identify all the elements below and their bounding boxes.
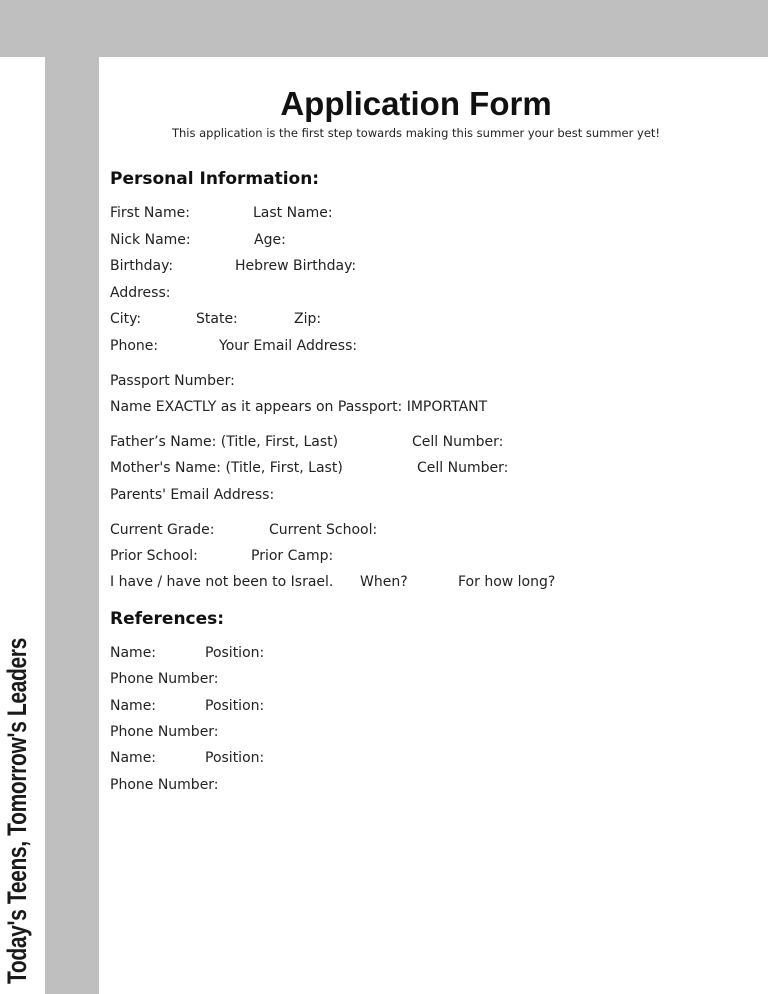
references-heading: References: <box>110 609 225 629</box>
reference-3-position-label: Position: <box>205 750 265 766</box>
city-label: City: <box>110 311 142 327</box>
personal-info-heading: Personal Information: <box>110 169 320 189</box>
nick-name-label: Nick Name: <box>110 232 191 248</box>
reference-2-name-label: Name: <box>110 698 157 714</box>
reference-1-name-label: Name: <box>110 645 157 661</box>
reference-1-phone-label: Phone Number: <box>110 671 219 687</box>
document-page <box>99 57 768 994</box>
reference-1-position-label: Position: <box>205 645 265 661</box>
parents-email-label: Parents' Email Address: <box>110 487 275 503</box>
birthday-label: Birthday: <box>110 258 174 274</box>
reference-2-position-label: Position: <box>205 698 265 714</box>
email-label: Your Email Address: <box>219 338 358 354</box>
mother-cell-label: Cell Number: <box>417 460 509 476</box>
prior-camp-label: Prior Camp: <box>251 548 334 564</box>
father-cell-label: Cell Number: <box>412 434 504 450</box>
when-label: When? <box>360 574 408 590</box>
father-name-label: Father’s Name: (Title, First, Last) <box>110 434 339 450</box>
zip-label: Zip: <box>294 311 322 327</box>
hebrew-birthday-label: Hebrew Birthday: <box>235 258 357 274</box>
passport-number-label: Passport Number: <box>110 373 235 389</box>
passport-name-label: Name EXACTLY as it appears on Passport: IMPORTANT <box>110 399 488 415</box>
current-grade-label: Current Grade: <box>110 522 215 538</box>
how-long-label: For how long? <box>458 574 556 590</box>
prior-school-label: Prior School: <box>110 548 198 564</box>
left-gutter <box>45 57 99 994</box>
page-title: Application Form <box>280 85 552 122</box>
first-name-label: First Name: <box>110 205 190 221</box>
mother-name-label: Mother's Name: (Title, First, Last) <box>110 460 343 476</box>
current-school-label: Current School: <box>269 522 378 538</box>
last-name-label: Last Name: <box>253 205 333 221</box>
page-subtitle: This application is the first step towards making this summer your best summer yet! <box>171 126 661 140</box>
top-bar <box>0 0 768 57</box>
israel-label: I have / have not been to Israel. <box>110 574 334 590</box>
reference-3-phone-label: Phone Number: <box>110 777 219 793</box>
phone-label: Phone: <box>110 338 159 354</box>
state-label: State: <box>196 311 238 327</box>
side-slogan: Today's Teens, Tomorrow's Leaders <box>2 638 32 984</box>
reference-2-phone-label: Phone Number: <box>110 724 219 740</box>
address-label: Address: <box>110 285 171 301</box>
age-label: Age: <box>254 232 286 248</box>
reference-3-name-label: Name: <box>110 750 157 766</box>
